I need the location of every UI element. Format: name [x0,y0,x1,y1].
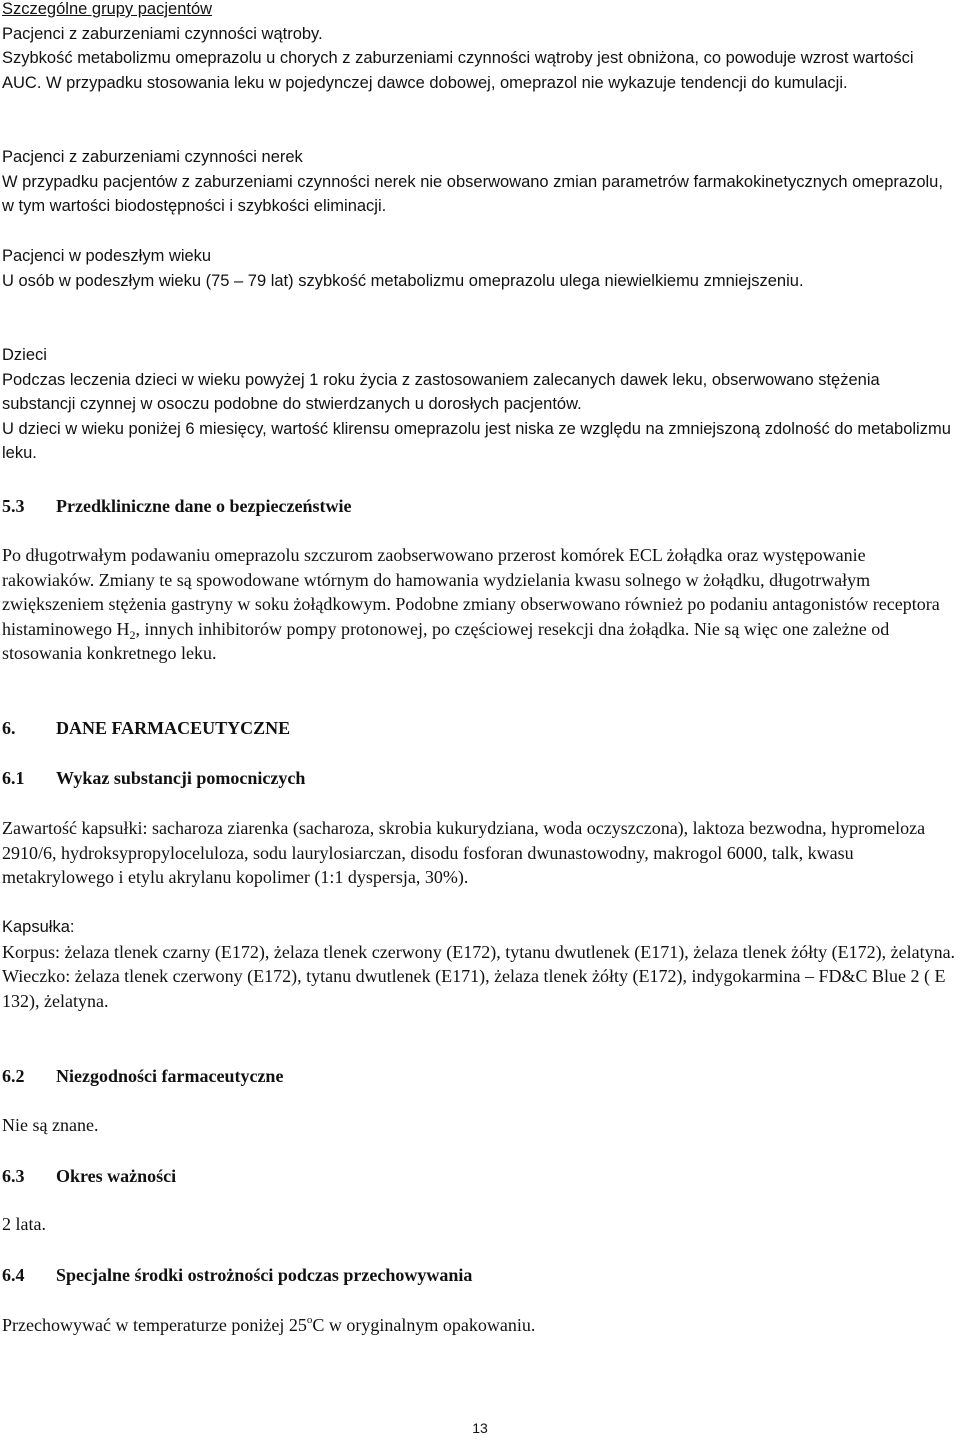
children-paragraph-1: Podczas leczenia dzieci w wieku powyżej 1 roku życia z zastosowaniem zalecanych dawek leku, obserwowano stężenia substancji czynnej w osoczu podobne do stwierdzanych u dorosłych pacjentów. [2,370,880,414]
section-6-4-text [2,1313,956,1338]
kidney-paragraph: W przypadku pacjentów z zaburzeniami czynności nerek nie obserwowano zmian parametrów farmakokinetycznych omeprazolu, w tym wartości biodostępności i szybkości eliminacji. [2,172,943,216]
elderly-paragraph: U osób w podeszłym wieku (75 – 79 lat) szybkość metabolizmu omeprazolu ulega niewielkiemu zmniejszeniu. [2,271,804,290]
section-number: 6. [2,718,16,738]
children-paragraph-2: U dzieci w wieku poniżej 6 miesięcy, wartość klirensu omeprazolu jest niska ze względu na zmniejszoną zdolność do metabolizmu leku. [2,419,951,463]
elderly-section [2,244,956,293]
elderly-heading: Pacjenci w podeszłym wieku [2,247,212,265]
section-title: Przedkliniczne dane o bezpieczeństwie [56,496,352,516]
section-6-3-text: 2 lata. [2,1214,46,1234]
capsule-label: Kapsułka: [2,918,75,936]
text-segment: Po długotrwałym podawaniu omeprazolu szczurom zaobserwowano przerost komórek ECL żołądka oraz występowanie rakowiaków. Zmiany te są spowodowane wtórnym do hamowania wydzielania kwasu solnego w żołądku, długotrwałym zwiększeniem stężenia gastryny w soku żołądkowym. Podobne zmiany obserwowano również po podaniu antagonistów receptora histaminowego H [2,545,940,639]
superscript: o [306,1314,313,1326]
section-number: 6.3 [2,1166,25,1186]
special-groups-title: Szczególne grupy pacjentów [2,0,213,18]
section-6-4-heading [2,1263,956,1288]
section-6-3-heading [2,1164,956,1189]
section-title: Niezgodności farmaceutyczne [56,1066,284,1086]
special-groups-section [2,0,956,95]
kidney-heading: Pacjenci z zaburzeniami czynności nerek [2,148,303,166]
page-number: 13 [472,1420,488,1436]
section-6-1-paragraph: Zawartość kapsułki: sacharoza ziarenka (sacharoza, skrobia kukurydziana, woda oczyszczona), laktoza bezwodna, hypromeloza 2910/6, hydroksypropyloceluloza, sodu laurylosiarczan, disodu fosforan dwunastowodny, makrogol 6000, talk, kwasu metakrylowego i etylu akrylanu kopolimer (1:1 dyspersja, 30%). [2,818,926,888]
text-segment: Przechowywać w temperaturze poniżej 25 [2,1315,307,1335]
liver-paragraph: Szybkość metabolizmu omeprazolu u chorych z zaburzeniami czynności wątroby jest obniżona, co powoduje wzrost wartości AUC. W przypadku stosowania leku w pojedynczej dawce dobowej, omeprazol nie wykazuje tendencji do kumulacji. [2,49,914,92]
section-title: DANE FARMACEUTYCZNE [56,718,291,738]
section-5-3-paragraph [2,543,956,666]
section-6-2-text: Nie są znane. [2,1115,99,1135]
section-6-heading [2,716,956,741]
text-segment: C w oryginalnym opakowaniu. [312,1315,536,1335]
children-heading: Dzieci [2,346,47,364]
section-6-1-heading [2,766,956,791]
section-5-3-heading [2,494,956,519]
text-segment: , innych inhibitorów pompy protonowej, po częściowej resekcji dna żołądka. Nie są więc one zależne od stosowania konkretnego leku. [2,618,890,664]
kidney-section [2,145,956,219]
section-title: Okres ważności [56,1166,177,1186]
section-number: 5.3 [2,496,25,516]
section-6-2-heading [2,1064,956,1089]
section-number: 6.4 [2,1265,25,1285]
section-title: Wykaz substancji pomocniczych [56,768,306,788]
section-number: 6.1 [2,768,25,788]
section-title: Specjalne środki ostrożności podczas przechowywania [56,1265,473,1285]
capsule-cap-text: Wieczko: żelaza tlenek czerwony (E172), tytanu dwutlenek (E171), żelaza tlenek żółty (E172), indygokarmina – FD&C Blue 2 ( E 132), żelatyna. [2,966,946,1011]
section-number: 6.2 [2,1066,25,1086]
children-section [2,343,956,466]
capsule-block [2,915,956,1013]
capsule-body-text: Korpus: żelaza tlenek czarny (E172), żelaza tlenek czerwony (E172), tytanu dwutlenek (E171), żelaza tlenek żółty (E172), żelatyna. [2,941,956,962]
liver-heading: Pacjenci z zaburzeniami czynności wątroby. [2,24,323,43]
subscript: 2 [129,627,136,642]
